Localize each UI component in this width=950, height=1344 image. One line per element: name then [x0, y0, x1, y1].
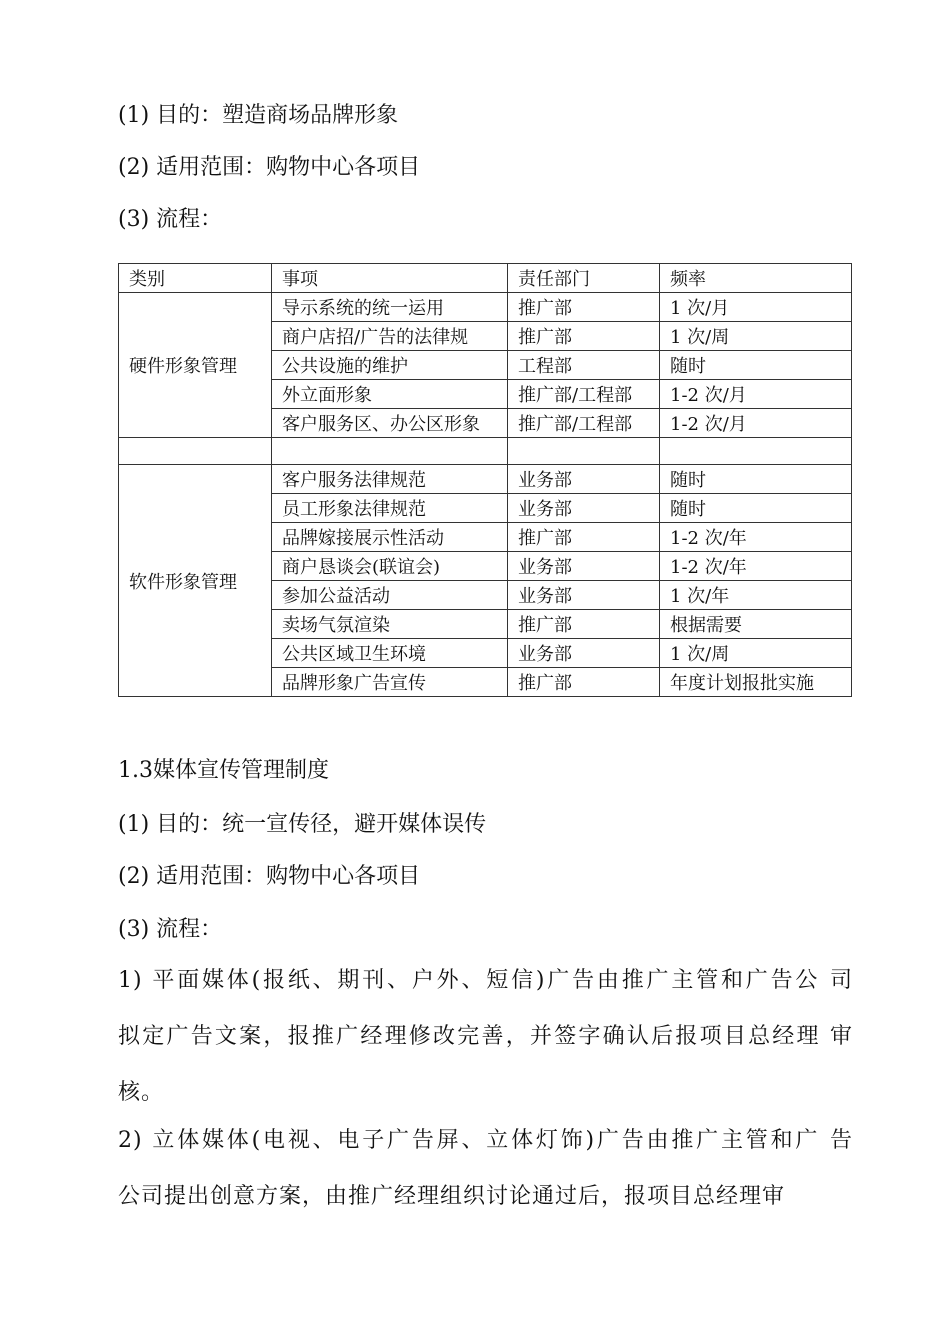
- header-department: 责任部门: [508, 264, 660, 293]
- section-heading: 1.3媒体宣传管理制度: [118, 758, 329, 783]
- frequency-cell: 1 次/月: [660, 293, 852, 322]
- frequency-cell: 1 次/周: [660, 322, 852, 351]
- empty-cell: [660, 438, 852, 465]
- header-category: 类别: [119, 264, 272, 293]
- frequency-cell: 1-2 次/年: [660, 552, 852, 581]
- frequency-cell: 1-2 次/年: [660, 523, 852, 552]
- step-1-line-3: 核。: [118, 1080, 165, 1105]
- category-software: 软件形象管理: [119, 465, 272, 697]
- department-cell: 推广部/工程部: [508, 380, 660, 409]
- department-cell: 推广部: [508, 610, 660, 639]
- media-process-line: (3) 流程：: [118, 917, 223, 942]
- step-2-line-2: 公司提出创意方案，由推广经理组织讨论通过后，报项目总经理审: [118, 1184, 786, 1209]
- item-cell: 外立面形象: [272, 380, 508, 409]
- item-cell: 客户服务区、办公区形象: [272, 409, 508, 438]
- process-line: (3) 流程：: [118, 207, 223, 232]
- table-row: [119, 465, 852, 494]
- department-cell: 推广部: [508, 523, 660, 552]
- item-cell: 商户店招/广告的法律规: [272, 322, 508, 351]
- media-purpose-line: (1) 目的：统一宣传径，避开媒体误传: [118, 812, 487, 837]
- frequency-cell: 随时: [660, 351, 852, 380]
- item-cell: 卖场气氛渲染: [272, 610, 508, 639]
- department-cell: 业务部: [508, 552, 660, 581]
- frequency-cell: 1-2 次/月: [660, 409, 852, 438]
- department-cell: 业务部: [508, 639, 660, 668]
- header-item: 事项: [272, 264, 508, 293]
- category-hardware: 硬件形象管理: [119, 293, 272, 438]
- department-cell: 推广部: [508, 293, 660, 322]
- department-cell: 业务部: [508, 494, 660, 523]
- purpose-line: (1) 目的：塑造商场品牌形象: [118, 103, 399, 128]
- step-2-line-1: 2) 立体媒体(电视、电子广告屏、立体灯饰)广告由推广主管和广 告: [118, 1128, 853, 1153]
- item-cell: 公共区域卫生环境: [272, 639, 508, 668]
- item-cell: 公共设施的维护: [272, 351, 508, 380]
- step-1-line-2: 拟定广告文案，报推广经理修改完善，并签字确认后报项目总经理 审: [118, 1024, 853, 1049]
- empty-cell: [508, 438, 660, 465]
- step-1-paragraph: [118, 953, 853, 1121]
- department-cell: 工程部: [508, 351, 660, 380]
- scope-line: (2) 适用范围：购物中心各项目: [118, 155, 421, 180]
- item-cell: 参加公益活动: [272, 581, 508, 610]
- frequency-cell: 随时: [660, 465, 852, 494]
- item-cell: 商户恳谈会(联谊会): [272, 552, 508, 581]
- item-cell: 品牌形象广告宣传: [272, 668, 508, 697]
- step-2-paragraph: [118, 1113, 853, 1225]
- frequency-cell: 年度计划报批实施: [660, 668, 852, 697]
- department-cell: 推广部: [508, 668, 660, 697]
- media-scope-line: (2) 适用范围：购物中心各项目: [118, 864, 421, 889]
- empty-cell: [272, 438, 508, 465]
- department-cell: 推广部/工程部: [508, 409, 660, 438]
- frequency-cell: 随时: [660, 494, 852, 523]
- frequency-cell: 根据需要: [660, 610, 852, 639]
- step-1-line-1: 1) 平面媒体(报纸、期刊、户外、短信)广告由推广主管和广告公 司: [118, 968, 853, 993]
- empty-cell: [119, 438, 272, 465]
- department-cell: 业务部: [508, 581, 660, 610]
- item-cell: 客户服务法律规范: [272, 465, 508, 494]
- department-cell: 业务部: [508, 465, 660, 494]
- department-cell: 推广部: [508, 322, 660, 351]
- item-cell: 导示系统的统一运用: [272, 293, 508, 322]
- frequency-cell: 1 次/周: [660, 639, 852, 668]
- item-cell: 品牌嫁接展示性活动: [272, 523, 508, 552]
- table-spacer-row: [119, 438, 852, 465]
- item-cell: 员工形象法律规范: [272, 494, 508, 523]
- image-management-table: [118, 263, 852, 697]
- table-header-row: [119, 264, 852, 293]
- frequency-cell: 1-2 次/月: [660, 380, 852, 409]
- table-row: [119, 293, 852, 322]
- header-frequency: 频率: [660, 264, 852, 293]
- frequency-cell: 1 次/年: [660, 581, 852, 610]
